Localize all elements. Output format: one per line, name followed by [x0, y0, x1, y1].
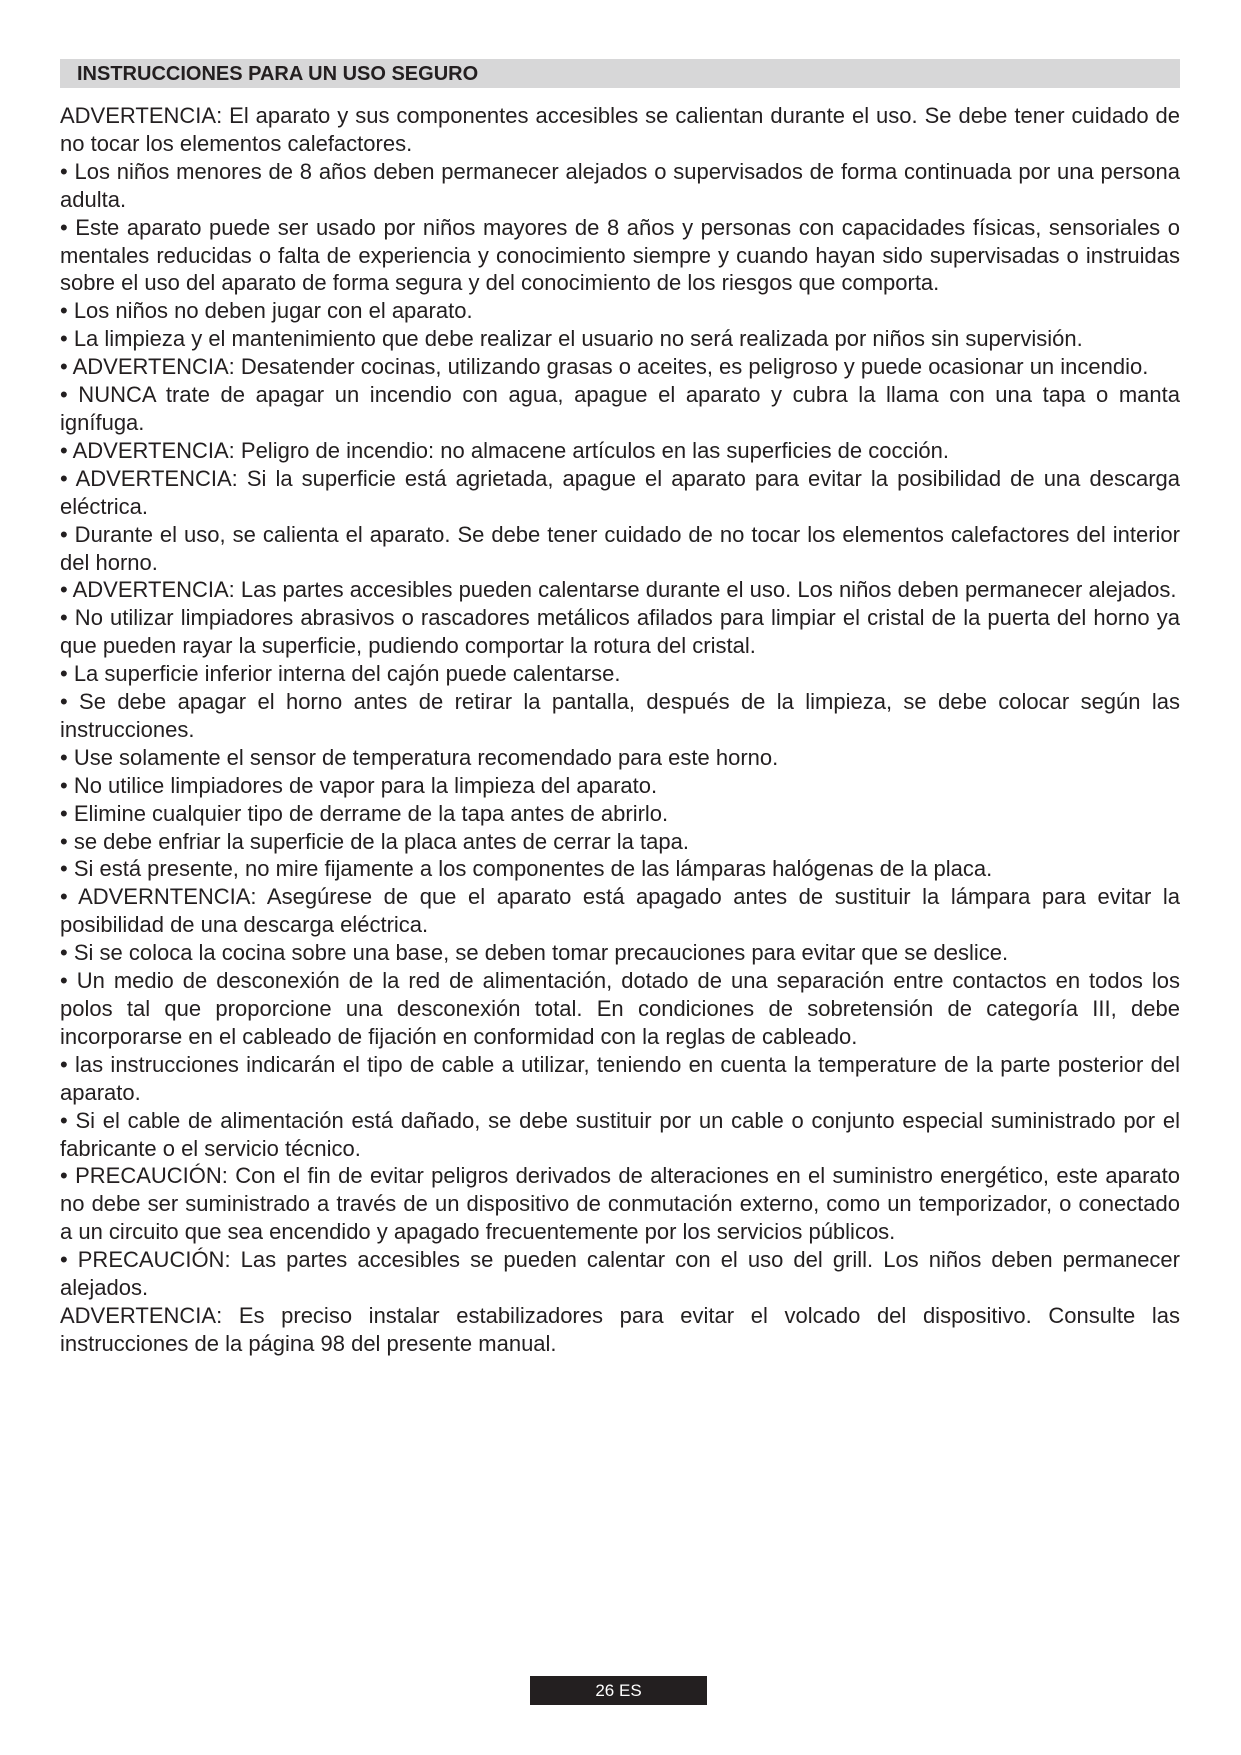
page-number: 26 ES: [530, 1676, 707, 1705]
safety-instructions-body: [60, 102, 1180, 1358]
instruction-paragraph: • NUNCA trate de apagar un incendio con agua, apague el aparato y cubra la llama con una tapa o manta ignífuga.: [60, 382, 1180, 435]
instruction-paragraph: • se debe enfriar la superficie de la placa antes de cerrar la tapa.: [60, 828, 689, 854]
section-heading: INSTRUCCIONES PARA UN USO SEGURO: [60, 59, 1180, 88]
instruction-paragraph: • Use solamente el sensor de temperatura recomendado para este horno.: [60, 744, 779, 770]
instruction-paragraph: • Si se coloca la cocina sobre una base, se deben tomar precauciones para evitar que se deslice.: [60, 940, 1009, 966]
instruction-paragraph: • La limpieza y el mantenimiento que debe realizar el usuario no será realizada por niños sin supervisión.: [60, 326, 1083, 352]
instruction-paragraph: • Si está presente, no mire fijamente a los componentes de las lámparas halógenas de la placa.: [60, 856, 993, 882]
instruction-paragraph: • Los niños menores de 8 años deben permanecer alejados o supervisados de forma continuada por una persona adulta.: [60, 158, 1180, 212]
instruction-paragraph: • Los niños no deben jugar con el aparato.: [60, 298, 473, 324]
instruction-paragraph: • PRECAUCIÓN: Con el fin de evitar peligros derivados de alteraciones en el suministro energético, este aparato no debe ser suministrado a través de un dispositivo de conmutación externo, como un temporizador, o conectado a un circuito que sea encendido y apagado frecuentemente por los servicios públicos.: [60, 1163, 1180, 1245]
instruction-paragraph: ADVERTENCIA: El aparato y sus componentes accesibles se calientan durante el uso. Se debe tener cuidado de no tocar los elementos calefactores.: [60, 103, 1180, 156]
instruction-paragraph: • PRECAUCIÓN: Las partes accesibles se pueden calentar con el uso del grill. Los niños deben permanecer alejados.: [60, 1247, 1180, 1301]
instruction-paragraph: • las instrucciones indicarán el tipo de cable a utilizar, teniendo en cuenta la temperature de la parte posterior del aparato.: [60, 1051, 1180, 1105]
instruction-paragraph: • ADVERTENCIA: Las partes accesibles pueden calentarse durante el uso. Los niños deben permanecer alejados.: [60, 577, 1177, 603]
instruction-paragraph: • No utilice limpiadores de vapor para la limpieza del aparato.: [60, 772, 658, 798]
instruction-paragraph: • Un medio de desconexión de la red de alimentación, dotado de una separación entre contactos en todos los polos tal que proporcione una desconexión total. En condiciones de sobretensión de categoría III, debe incorporarse en el cableado de fijación en conformidad con la reglas de cableado.: [60, 968, 1180, 1049]
instruction-paragraph: • ADVERTENCIA: Si la superficie está agrietada, apague el aparato para evitar la posibilidad de una descarga eléctrica.: [60, 465, 1180, 519]
instruction-paragraph: • No utilizar limpiadores abrasivos o rascadores metálicos afilados para limpiar el cristal de la puerta del horno ya que pueden rayar la superficie, pudiendo comportar la rotura del cristal.: [60, 605, 1180, 659]
instruction-paragraph: • ADVERNTENCIA: Asegúrese de que el aparato está apagado antes de sustituir la lámpara para evitar la posibilidad de una descarga eléctrica.: [60, 884, 1180, 938]
instruction-paragraph: • Este aparato puede ser usado por niños mayores de 8 años y personas con capacidades físicas, sensoriales o mentales reducidas o falta de experiencia y conocimiento siempre y cuando hayan sido supervisadas o instruidas sobre el uso del aparato de forma segura y del conocimiento de los riesgos que comporta.: [60, 214, 1180, 296]
instruction-paragraph: • ADVERTENCIA: Desatender cocinas, utilizando grasas o aceites, es peligroso y puede ocasionar un incendio.: [60, 354, 1149, 380]
instruction-paragraph: • La superficie inferior interna del cajón puede calentarse.: [60, 661, 621, 687]
instruction-paragraph: ADVERTENCIA: Es preciso instalar estabilizadores para evitar el volcado del dispositivo. Consulte las instrucciones de la página 98 del presente manual.: [60, 1302, 1180, 1356]
instruction-paragraph: • Se debe apagar el horno antes de retirar la pantalla, después de la limpieza, se debe colocar según las instrucciones.: [60, 689, 1180, 742]
instruction-paragraph: • ADVERTENCIA: Peligro de incendio: no almacene artículos en las superficies de cocción.: [60, 437, 949, 463]
instruction-paragraph: • Durante el uso, se calienta el aparato. Se debe tener cuidado de no tocar los elementos calefactores del interior del horno.: [60, 521, 1180, 575]
instruction-paragraph: • Elimine cualquier tipo de derrame de la tapa antes de abrirlo.: [60, 800, 669, 826]
instruction-paragraph: • Si el cable de alimentación está dañado, se debe sustituir por un cable o conjunto especial suministrado por el fabricante o el servicio técnico.: [60, 1107, 1180, 1161]
